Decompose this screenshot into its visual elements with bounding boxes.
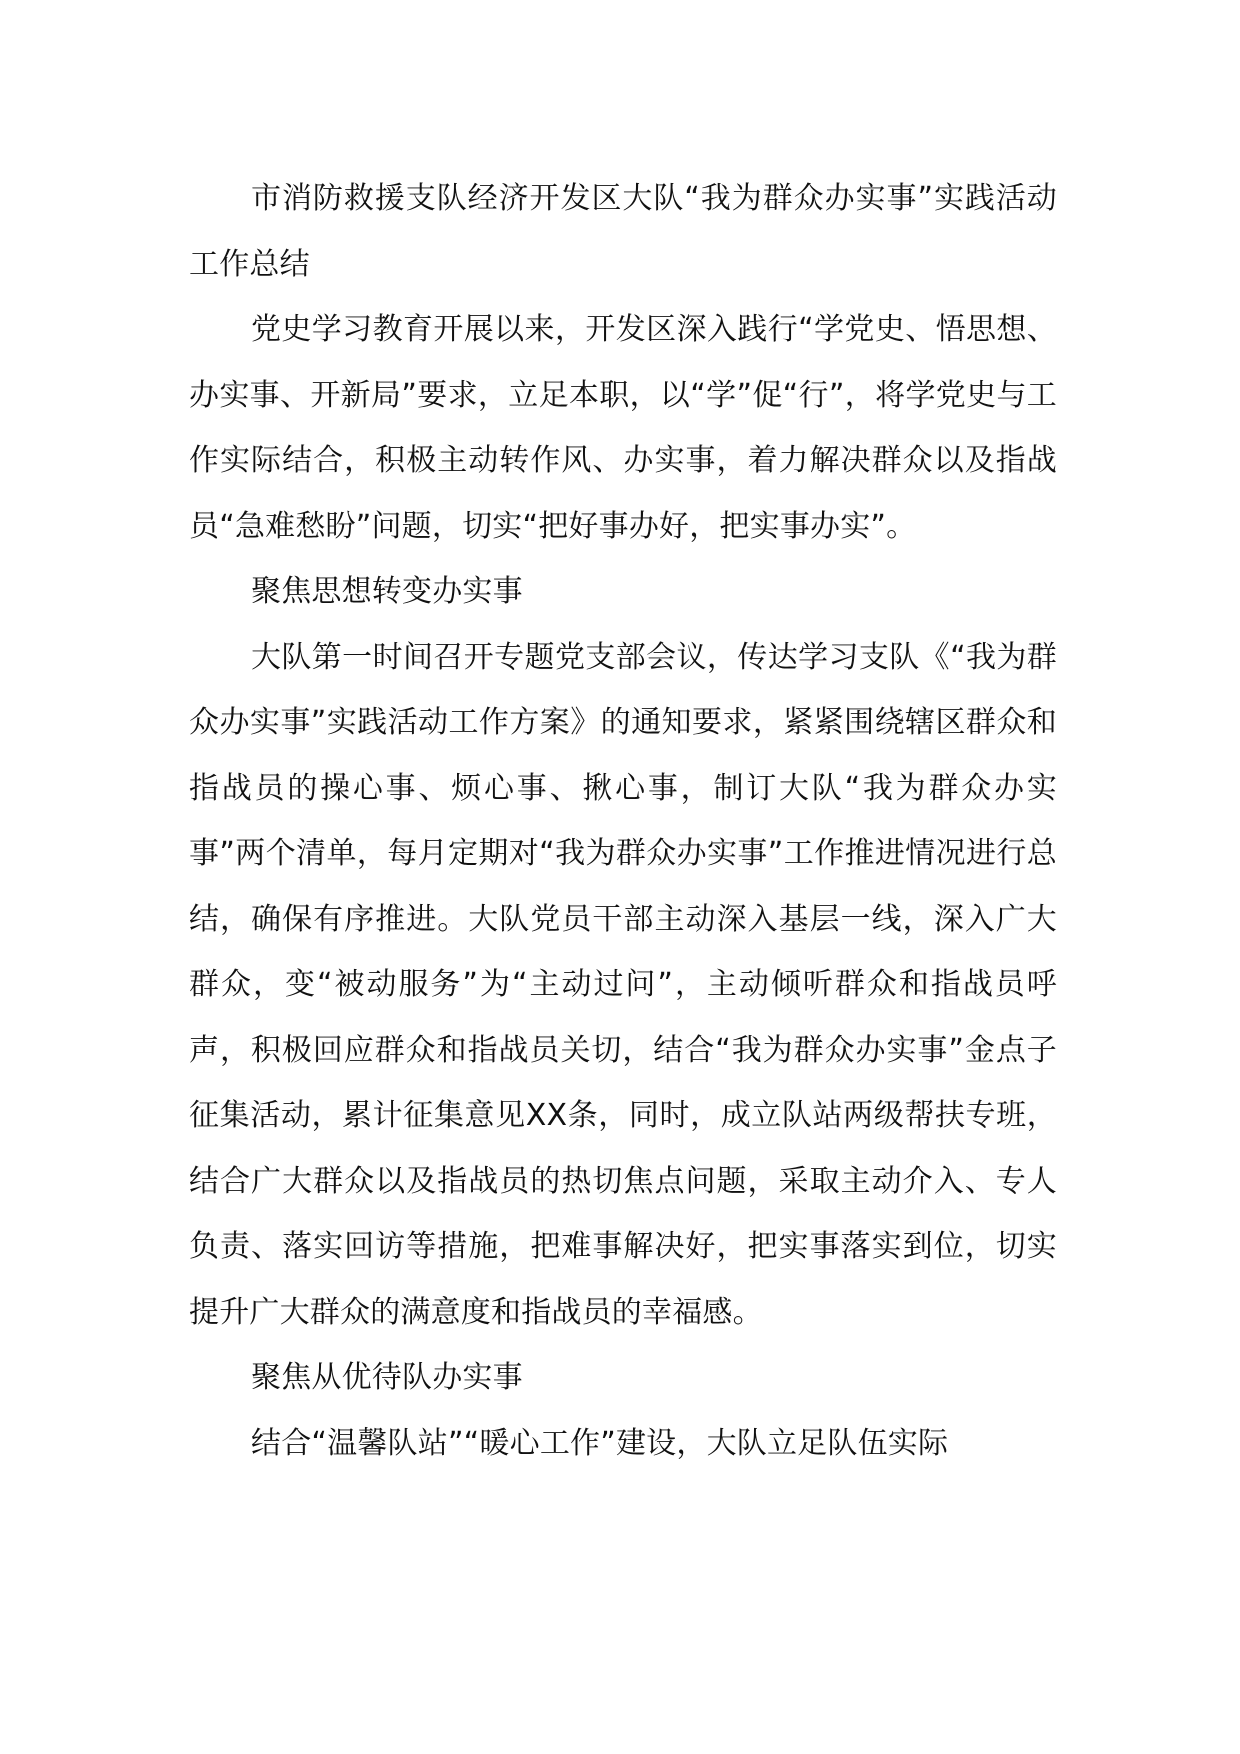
section-body-care: 结合“温馨队站”“暖心工作”建设，大队立足队伍实际 [251,1425,949,1461]
intro-paragraph: 党史学习教育开展以来，开发区深入践行“学党史、悟思想、办实事、开新局”要求，立足本职，以“学”促“行”，将学党史与工作实际结合，积极主动转作风、办实事，着力解决群众以及指战员“急难愁盼”问题，切实“把好事办好，把实事办实”。 [189,312,1057,544]
document-title: 市消防救援支队经济开发区大队“我为群众办实事”实践活动工作总结 [189,181,1057,282]
document-body [189,166,1057,1476]
section-heading-care: 聚焦从优待队办实事 [251,1360,523,1395]
section-heading-thought: 聚焦思想转变办实事 [251,574,523,609]
section-body-thought: 大队第一时间召开专题党支部会议，传达学习支队《“我为群众办实事”实践活动工作方案》的通知要求，紧紧围绕辖区群众和指战员的操心事、烦心事、揪心事，制订大队“我为群众办实事”两个清单，每月定期对“我为群众办实事”工作推进情况进行总结，确保有序推进。大队党员干部主动深入基层一线，深入广大群众，变“被动服务”为“主动过问”，主动倾听群众和指战员呼声，积极回应群众和指战员关切，结合“我为群众办实事”金点子征集活动，累计征集意见XX条，同时，成立队站两级帮扶专班，结合广大群众以及指战员的热切焦点问题，采取主动介入、专人负责、落实回访等措施，把难事解决好，把实事落实到位，切实提升广大群众的满意度和指战员的幸福感。 [189,639,1057,1330]
